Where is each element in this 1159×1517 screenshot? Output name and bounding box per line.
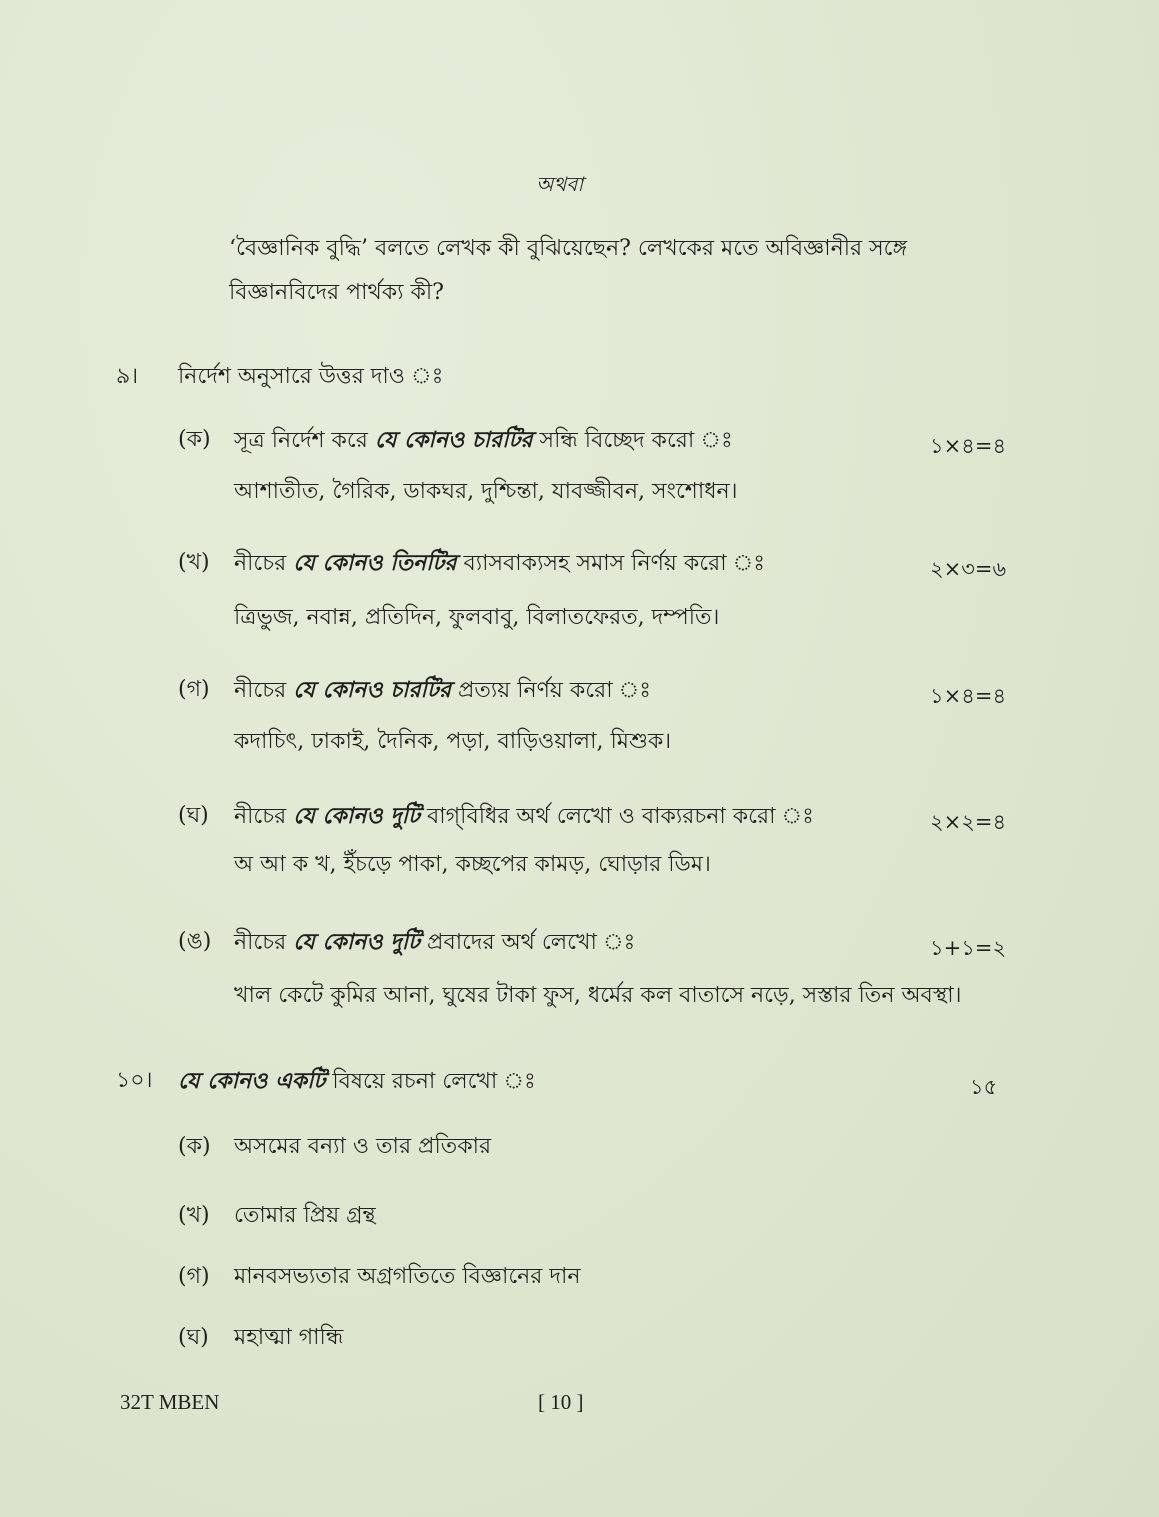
instruction-emphasis: যে কোনও দুটি xyxy=(293,803,421,829)
q9-title: নির্দেশ অনুসারে উত্তর দাও ঃ xyxy=(178,364,444,389)
instruction-post: বাগ্‌বিধির অর্থ লেখো ও বাক্যরচনা করো ঃ xyxy=(427,804,814,829)
alt-question-line-2: বিজ্ঞানবিদের পার্থক্য কী? xyxy=(229,280,444,305)
essay-option-text: তোমার প্রিয় গ্রন্থ xyxy=(234,1203,376,1228)
q10-instruction xyxy=(178,1068,536,1095)
q9-part-marks: ১×৪=৪ xyxy=(930,684,1007,708)
q9-part-instruction xyxy=(234,677,651,704)
essay-option-label: (ঘ) xyxy=(178,1325,209,1350)
instruction-emphasis: যে কোনও চারটির xyxy=(374,427,533,453)
essay-option-label: (খ) xyxy=(178,1203,210,1228)
instruction-post: ব্যাসবাক্যসহ সমাস নির্ণয় করো ঃ xyxy=(463,551,766,576)
q10-marks: ১৫ xyxy=(970,1075,998,1099)
instruction-pre: নীচের xyxy=(234,930,287,955)
q9-part-marks: ২×২=৪ xyxy=(930,810,1007,834)
q9-number: ৯। xyxy=(116,364,139,389)
instruction-pre: নীচের xyxy=(234,678,287,703)
q9-part-items: কদাচিৎ, ঢাকাই, দৈনিক, পড়া, বাড়িওয়ালা, মিশুক। xyxy=(234,729,672,754)
instruction-pre: নীচের xyxy=(234,551,287,576)
essay-option-label: (গ) xyxy=(178,1264,210,1289)
page-number: [ 10 ] xyxy=(538,1390,584,1414)
q9-part-instruction xyxy=(234,427,733,454)
instruction-emphasis: যে কোনও দুটি xyxy=(293,929,421,955)
q9-part-items: আশাতীত, গৈরিক, ডাকঘর, দুশ্চিন্তা, যাবজ্জীবন, সংশোধন। xyxy=(234,479,738,504)
instruction-pre: নীচের xyxy=(234,804,287,829)
q9-part-items: অ আ ক খ, ইঁচড়ে পাকা, কচ্ছপের কামড়, ঘোড়ার ডিম। xyxy=(234,852,711,877)
instruction-post: প্রবাদের অর্থ লেখো ঃ xyxy=(427,930,636,955)
alt-question-line-1: ‘বৈজ্ঞানিক বুদ্ধি’ বলতে লেখক কী বুঝিয়েছেন? লেখকের মতে অবিজ্ঞানীর সঙ্গে xyxy=(229,236,908,261)
essay-option-label: (ক) xyxy=(178,1134,211,1159)
q9-part-label: (ক) xyxy=(178,427,211,452)
q9-part-marks: ১+১=২ xyxy=(930,936,1007,960)
instruction-pre: সূত্র নির্দেশ করে xyxy=(234,428,368,453)
instruction-emphasis: যে কোনও চারটির xyxy=(293,677,451,703)
instruction-emphasis: যে কোনও তিনটির xyxy=(293,550,457,576)
or-label: অথবা xyxy=(536,172,584,196)
q9-part-label: (ঙ) xyxy=(178,929,212,954)
instruction-emphasis: যে কোনও একটি xyxy=(178,1068,326,1094)
instruction-post: সন্ধি বিচ্ছেদ করো ঃ xyxy=(539,428,733,453)
q9-part-marks: ২×৩=৬ xyxy=(930,557,1007,581)
q9-part-instruction xyxy=(234,929,635,956)
q10-number: ১০। xyxy=(116,1068,153,1093)
essay-option-text: অসমের বন্যা ও তার প্রতিকার xyxy=(234,1134,492,1159)
q9-part-items: ত্রিভুজ, নবান্ন, প্রতিদিন, ফুলবাবু, বিলাতফেরত, দম্পতি। xyxy=(234,605,720,630)
q9-part-marks: ১×৪=৪ xyxy=(930,434,1007,458)
essay-option-text: মানবসভ্যতার অগ্রগতিতে বিজ্ঞানের দান xyxy=(234,1264,581,1289)
essay-option-text: মহাত্মা গান্ধি xyxy=(234,1325,344,1350)
paper-code: 32T MBEN xyxy=(120,1390,220,1414)
q9-part-label: (গ) xyxy=(178,677,210,702)
q9-part-items: খাল কেটে কুমির আনা, ঘুষের টাকা ফুস, ধর্মের কল বাতাসে নড়ে, সস্তার তিন অবস্থা। xyxy=(234,983,962,1008)
instruction-post: বিষয়ে রচনা লেখো ঃ xyxy=(332,1069,536,1094)
q9-part-instruction xyxy=(234,803,814,830)
q9-part-label: (ঘ) xyxy=(178,803,209,828)
q9-part-label: (খ) xyxy=(178,550,210,575)
instruction-post: প্রত্যয় নির্ণয় করো ঃ xyxy=(457,678,652,703)
q9-part-instruction xyxy=(234,550,765,577)
